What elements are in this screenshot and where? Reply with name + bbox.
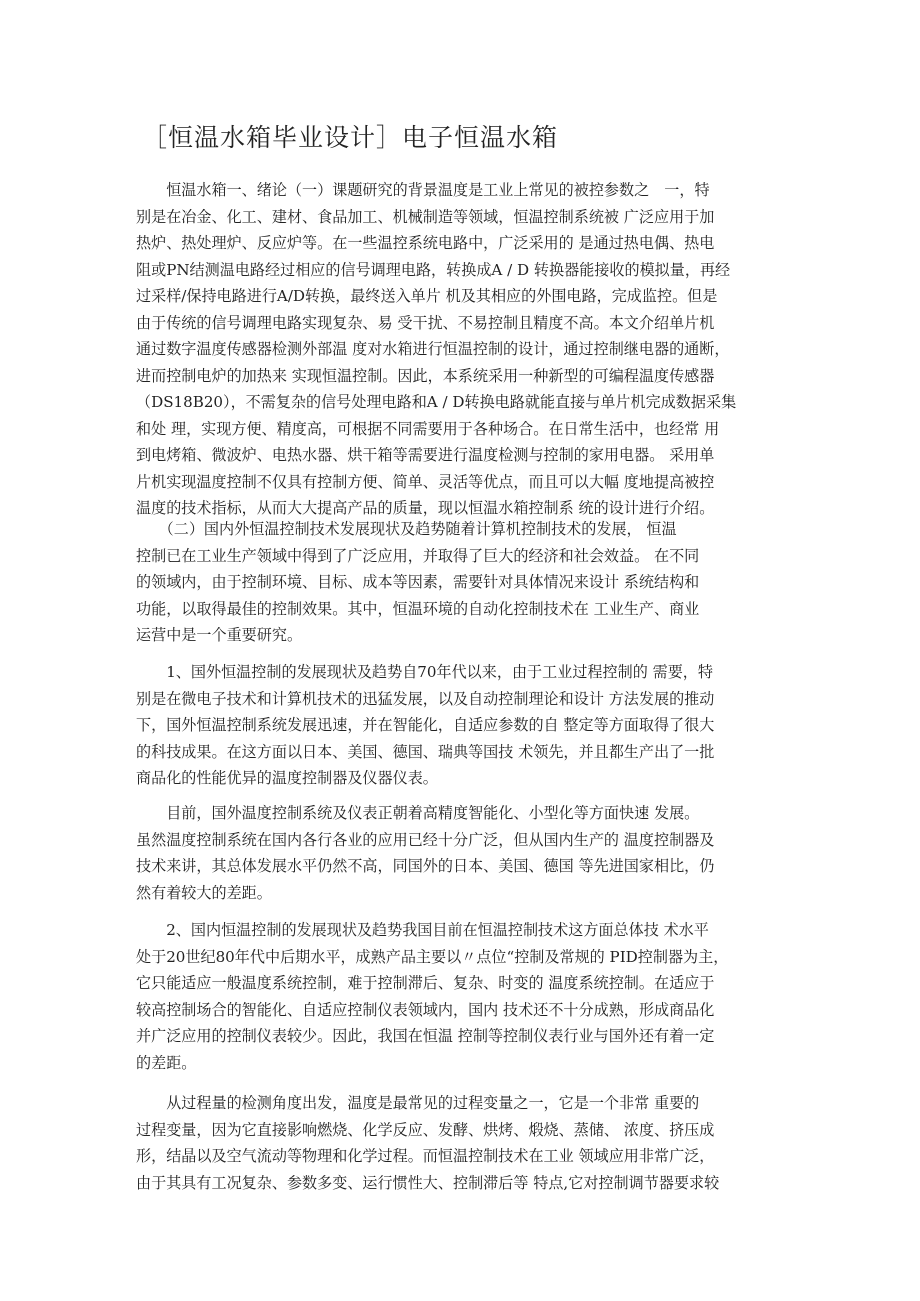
text-line: 然有着较大的差距。 xyxy=(136,883,272,902)
text-line: 运营中是一个重要研究。 xyxy=(136,626,303,644)
paragraph-foreign-status xyxy=(136,659,714,792)
text-line: 过程变量，因为它直接影响燃烧、化学反应、发酵、烘烤、煅烧、蒸储、 浓度、挤压成 xyxy=(136,1120,715,1139)
text-line: 形，结晶以及空气流动等物理和化学过程。而恒温控制技术在工业 领域应用非常广泛， xyxy=(136,1147,715,1165)
text-line: 功能，以取得最佳的控制效果。其中，恒温环境的自动化控制技术在 工业生产、商业 xyxy=(136,599,700,618)
text-line: 由于其具有工况复杂、参数多变、运行惯性大、控制滞后等 特点,它对控制调节器要求较 xyxy=(136,1173,720,1192)
text-line: 的领域内，由于控制环境、目标、成本等因素，需要针对具体情况来设计 系统结构和 xyxy=(136,573,700,591)
text-line: 阻或PN结测温电路经过相应的信号调理电路，转换成A / D 转换器能接收的模拟量，再经 xyxy=(136,260,731,279)
text-line: 别是在冶金、化工、建材、食品加工、机械制造等领域，恒温控制系统被 广泛应用于加 xyxy=(136,207,715,226)
text-line: 和处 理，实现方便、精度高，可根据不同需要用于各种场合。在日常生活中，也经常 用 xyxy=(136,419,720,438)
text-line: 片机实现温度控制不仅具有控制方便、简单、灵活等优点，而且可以大幅 度地提高被控 xyxy=(136,472,715,491)
text-line: 1、国外恒温控制的发展现状及趋势自70年代以来，由于工业过程控制的 需要，特 xyxy=(136,663,713,681)
paragraph-domestic-status xyxy=(136,917,728,1076)
text-line: 的科技成果。在这方面以日本、美国、德国、瑞典等国技 术领先，并且都生产出了一批 xyxy=(136,742,715,761)
text-line: 从过程量的检测角度出发，温度是最常见的过程变量之一，它是一个非常 重要的 xyxy=(136,1094,700,1112)
text-line: 温度的技术指标，从而大大提高产品的质量，现以恒温水箱控制系 统的设计进行介绍。 xyxy=(136,499,715,517)
text-line: 到电烤箱、微波炉、电热水器、烘干箱等需要进行温度检测与控制的家用电器。 采用单 xyxy=(136,446,715,464)
text-line: 由于传统的信号调理电路实现复杂、易 受干扰、不易控制且精度不高。本文介绍单片机 xyxy=(136,313,715,332)
text-line: 2、国内恒温控制的发展现状及趋势我国目前在恒温控制技术这方面总体技 术水平 xyxy=(136,921,709,939)
paragraph-background xyxy=(136,177,736,522)
text-line: 下，国外恒温控制系统发展迅速，并在智能化，自适应参数的自 整定等方面取得了很大 xyxy=(136,716,715,734)
text-line: 较高控制场合的智能化、自适应控制仪表领域内，国内 技术还不十分成熟，形成商品化 xyxy=(136,1000,715,1019)
text-line: 恒温水箱一、绪论（一）课题研究的背景温度是工业上常见的被控参数之 一，特 xyxy=(136,181,710,199)
text-line: 别是在微电子技术和计算机技术的迅猛发展，以及自动控制理论和设计 方法发展的推动 xyxy=(136,689,715,708)
text-line: 的差距。 xyxy=(136,1053,197,1072)
paragraph-current-trend xyxy=(136,800,714,906)
text-line: （DS18B20），不需复杂的信号处理电路和A / D转换电路就能直接与单片机完成数据采集 xyxy=(136,393,737,411)
text-line: 热炉、热处理炉、反应炉等。在一些温控系统电路中，广泛采用的 是通过热电偶、热电 xyxy=(136,234,715,252)
text-line: 控制已在工业生产领域中得到了广泛应用，并取得了巨大的经济和社会效益。 在不同 xyxy=(136,546,700,565)
text-line: 并广泛应用的控制仪表较少。因此，我国在恒温 控制等控制仪表行业与国外还有着一定 xyxy=(136,1027,715,1045)
paragraph-process-variable xyxy=(136,1090,719,1196)
text-line: 通过数字温度传感器检测外部温 度对水箱进行恒温控制的设计，通过控制继电器的通断， xyxy=(136,340,730,358)
text-line: （二）国内外恒温控制技术发展现状及趋势随着计算机控制技术的发展， 恒温 xyxy=(136,520,677,538)
text-line: 处于20世纪80年代中后期水平，成熟产品主要以〃点位“控制及常规的 PID控制器为主， xyxy=(136,947,729,966)
text-line: 过采样/保持电路进行A/D转换，最终送入单片 机及其相应的外围电路，完成监控。但是 xyxy=(136,287,718,305)
text-line: 目前，国外温度控制系统及仪表正朝着高精度智能化、小型化等方面快速 发展。 xyxy=(136,804,700,822)
document-title: ［恒温水箱毕业设计］电子恒温水箱 xyxy=(142,123,559,152)
text-line: 技术来讲，其总体发展水平仍然不高，同国外的日本、美国、德国 等先进国家相比，仍 xyxy=(136,857,715,875)
paragraph-domestic-foreign xyxy=(136,516,699,649)
text-line: 它只能适应一般温度系统控制，难于控制滞后、复杂、时变的 温度系统控制。在适应于 xyxy=(136,974,715,992)
text-line: 虽然温度控制系统在国内各行各业的应用已经十分广泛，但从国内生产的 温度控制器及 xyxy=(136,830,715,849)
text-line: 进而控制电炉的加热来 实现恒温控制。因此，本系统采用一种新型的可编程温度传感器 xyxy=(136,366,715,385)
text-line: 商品化的性能优异的温度控制器及仪器仪表。 xyxy=(136,769,438,787)
